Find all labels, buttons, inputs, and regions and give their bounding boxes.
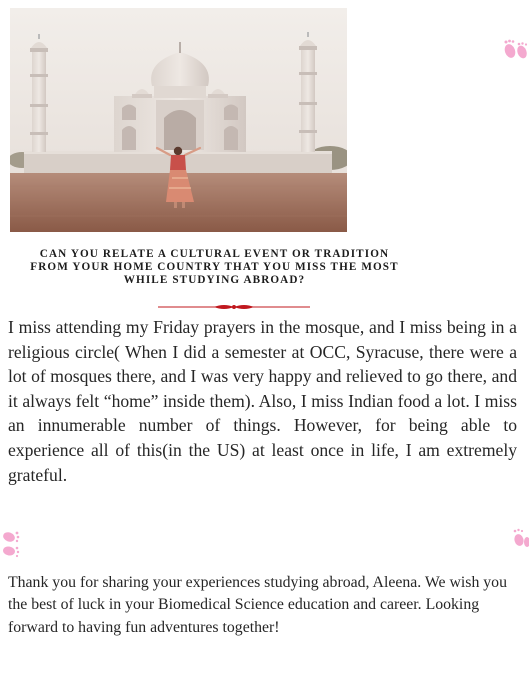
baby-footprints-icon (507, 527, 529, 549)
baby-footprints-icon (0, 527, 22, 561)
taj-mahal-photo (10, 8, 347, 232)
interview-question-heading: CAN YOU RELATE A CULTURAL EVENT OR TRADITION FROM YOUR HOME COUNTRY THAT YOU MISS THE MOST WHILE STUDYING ABROAD? (30, 248, 399, 286)
interview-answer-paragraph: I miss attending my Friday prayers in the mosque, and I miss being in a religious circle( When I did a semester at OCC, Syracuse, there were a lot of mosques there, and I was very happy and relieved to go there, and it always felt “home” inside them). Also, I miss Indian food a lot. I miss an innumerable number of things. However, for being able to experience all of this(in the US) at least once in life, I am extremely grateful. (8, 317, 517, 485)
ornamental-divider (158, 299, 310, 309)
baby-footprints-icon (501, 38, 529, 60)
closing-paragraph: Thank you for sharing your experiences studying abroad, Aleena. We wish you the best of luck in your Biomedical Science education and career. Looking forward to having fun adventures together! (8, 574, 507, 636)
